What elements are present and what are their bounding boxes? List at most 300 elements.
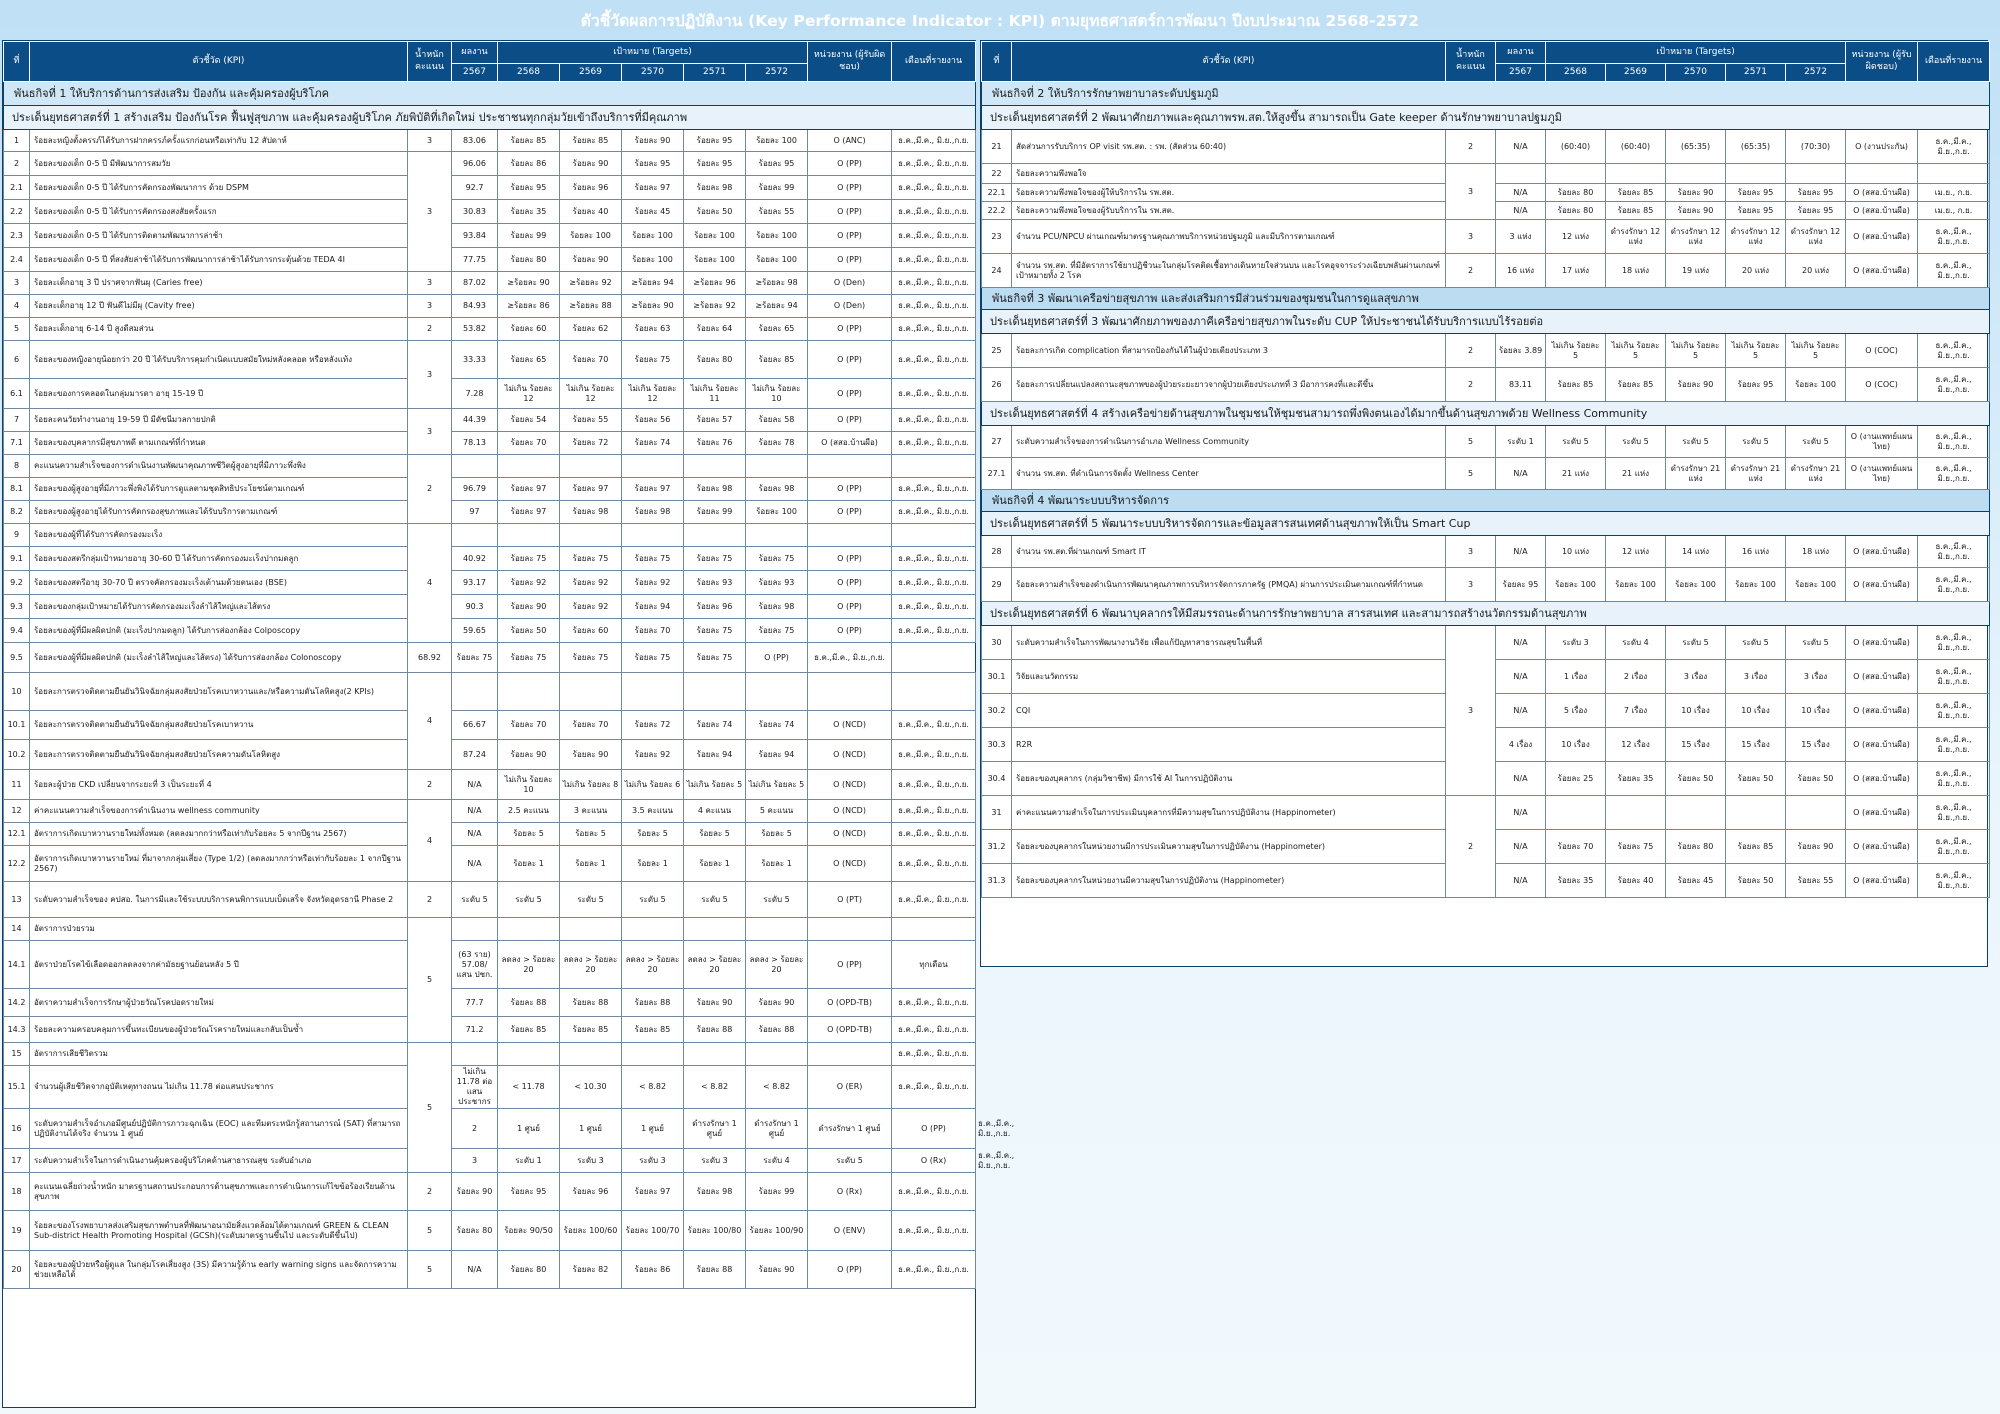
kpi-number: 30: [982, 626, 1012, 660]
kpi-target-2571: ร้อยละ 50: [684, 200, 746, 224]
kpi-name: ร้อยละของการคลอดในกลุ่มมารดา อายุ 15-19 ปี: [30, 379, 408, 409]
table-row: [4, 918, 976, 941]
kpi-name: ร้อยละการเกิด complication ที่สามารถป้องกันได้ในผู้ป่วยเตียงประเภท 3: [1012, 334, 1446, 368]
kpi-target-2569: ระดับ 3: [622, 1149, 684, 1173]
kpi-result-2567: 66.67: [452, 711, 498, 740]
kpi-target-2572: ร้อยละ 100: [1786, 568, 1846, 602]
header-year-2571: 2571: [684, 64, 746, 82]
kpi-target-2568: ร้อยละ 35: [498, 200, 560, 224]
page-title: ตัวชี้วัดผลการปฏิบัติงาน (Key Performance Indicator : KPI) ตามยุทธศาสตร์การพัฒนา ปีงบประมาณ 2568-2572: [580, 12, 1420, 30]
kpi-number: 8.1: [4, 478, 30, 501]
right-kpi-panel: [980, 40, 1988, 967]
table-row: [982, 458, 1990, 490]
kpi-target-2568: ร้อยละ 85: [498, 1017, 560, 1043]
kpi-weight: 2: [408, 318, 452, 341]
kpi-name: ร้อยละของผู้ป่วยหรือผู้ดูแล ในกลุ่มโรคเสี่ยงสูง (3S) มีความรู้ด้าน early warning signs และจัดการความช่วยเหลือได้: [30, 1251, 408, 1289]
kpi-target-2570: ร้อยละ 63: [622, 318, 684, 341]
kpi-target-2569: ร้อยละ 100/60: [560, 1211, 622, 1251]
kpi-target-2570: 14 แห่ง: [1666, 536, 1726, 568]
kpi-unit: O (สสอ.บ้านผือ): [808, 432, 892, 455]
kpi-target-2571: ร้อยละ 85: [1726, 830, 1786, 864]
kpi-report-month: ธ.ค.,มี.ค., มิ.ย.,ก.ย.: [892, 823, 976, 846]
kpi-target-2571: (65:35): [1726, 130, 1786, 164]
kpi-result-2567: 90.3: [452, 595, 498, 619]
kpi-name: ร้อยละของบุคลากร (กลุ่มวิชาชีพ) มีการใช้ AI ในการปฏิบัติงาน: [1012, 762, 1446, 796]
kpi-target-2568: ร้อยละ 35: [1546, 864, 1606, 898]
kpi-weight: 5: [1446, 426, 1496, 458]
kpi-number: 5: [4, 318, 30, 341]
kpi-target-2570: ลดลง > ร้อยละ 20: [622, 941, 684, 989]
kpi-result-2567: 44.39: [452, 409, 498, 432]
kpi-report-month: ธ.ค.,มี.ค., มิ.ย.,ก.ย.: [1918, 458, 1990, 490]
kpi-target-2572: ดำรงรักษา 12 แห่ง: [1786, 220, 1846, 254]
header-year-2572: 2572: [1786, 64, 1846, 82]
kpi-name: ร้อยละของผู้ที่ได้รับการคัดกรองมะเร็ง: [30, 524, 408, 547]
kpi-target-2568: ร้อยละ 88: [498, 989, 560, 1017]
kpi-target-2569: ไม่เกิน ร้อยละ 8: [560, 770, 622, 800]
kpi-target-2570: [1666, 164, 1726, 184]
kpi-unit: O (PP): [808, 941, 892, 989]
table-row: [4, 619, 976, 643]
kpi-report-month: [892, 673, 976, 711]
kpi-target-2569: < 10.30: [560, 1066, 622, 1109]
kpi-target-2568: 10 แห่ง: [1546, 536, 1606, 568]
kpi-number: 31: [982, 796, 1012, 830]
kpi-name: ร้อยละของผู้สูงอายุได้รับการคัดกรองสุขภาพและได้รับบริการตามเกณฑ์: [30, 501, 408, 524]
kpi-name: คะแนนเฉลี่ยถ่วงน้ำหนัก มาตรฐานสถานประกอบการด้านสุขภาพและการดำเนินการแก้ไขข้อร้องเรียนด้านสุขภาพ: [30, 1173, 408, 1211]
kpi-target-2571: ร้อยละ 57: [684, 409, 746, 432]
header-weight: น้ำหนัก คะแนน: [1446, 42, 1496, 82]
kpi-target-2569: [560, 1043, 622, 1066]
kpi-target-2572: ร้อยละ 100: [746, 224, 808, 248]
kpi-unit: O (PP): [808, 341, 892, 379]
kpi-target-2568: ร้อยละ 90: [498, 740, 560, 770]
kpi-name: จำนวนผู้เสียชีวิตจากอุบัติเหตุทางถนน ไม่เกิน 11.78 ต่อแสนประชากร: [30, 1066, 408, 1109]
kpi-report-month: ธ.ค.,มี.ค., มิ.ย.,ก.ย.: [892, 478, 976, 501]
kpi-unit: O (PP): [808, 409, 892, 432]
kpi-number: 14.3: [4, 1017, 30, 1043]
kpi-weight: 5: [1446, 458, 1496, 490]
header-year-2568: 2568: [498, 64, 560, 82]
kpi-target-2568: ร้อยละ 95: [498, 1173, 560, 1211]
kpi-target-2572: ระดับ 5: [746, 882, 808, 918]
kpi-unit: [808, 918, 892, 941]
kpi-target-2568: 17 แห่ง: [1546, 254, 1606, 288]
kpi-target-2572: (70:30): [1786, 130, 1846, 164]
kpi-report-month: ธ.ค.,มี.ค., มิ.ย.,ก.ย.: [892, 882, 976, 918]
kpi-result-2567: N/A: [1496, 536, 1546, 568]
kpi-name: ร้อยละการตรวจติดตามยืนยันวินิจฉัยกลุ่มสงสัยป่วยโรคเบาหวาน: [30, 711, 408, 740]
kpi-target-2568: ร้อยละ 80: [498, 1251, 560, 1289]
kpi-target-2568: 12 แห่ง: [1546, 220, 1606, 254]
kpi-number: 7: [4, 409, 30, 432]
kpi-unit: [808, 673, 892, 711]
kpi-target-2568: [1546, 796, 1606, 830]
kpi-unit: O (PP): [808, 318, 892, 341]
kpi-target-2571: ร้อยละ 88: [684, 1251, 746, 1289]
kpi-target-2571: ร้อยละ 75: [622, 643, 684, 673]
kpi-number: 9.5: [4, 643, 30, 673]
kpi-target-2569: ร้อยละ 92: [560, 595, 622, 619]
kpi-target-2571: ร้อยละ 100: [684, 248, 746, 272]
kpi-weight: 2: [452, 1109, 498, 1149]
kpi-target-2570: ร้อยละ 80: [1666, 830, 1726, 864]
kpi-target-2571: [684, 1043, 746, 1066]
kpi-report-month: ธ.ค.,มี.ค., มิ.ย.,ก.ย.: [892, 1017, 976, 1043]
kpi-result-2567: N/A: [1496, 202, 1546, 220]
kpi-target-2571: ระดับ 5: [1726, 426, 1786, 458]
kpi-number: 22.1: [982, 184, 1012, 202]
kpi-number: 10: [4, 673, 30, 711]
kpi-result-2567: N/A: [1496, 830, 1546, 864]
strategy-3-heading: ประเด็นยุทธศาสตร์ที่ 3 พัฒนาศักยภาพของภาคีเครือข่ายสุขภาพในระดับ CUP ให้ประชาชนได้รับบริการแบบไร้รอยต่อ: [982, 310, 1990, 334]
kpi-target-2568: [498, 455, 560, 478]
kpi-number: 10.1: [4, 711, 30, 740]
kpi-target-2572: [746, 455, 808, 478]
kpi-target-2572: ≥ร้อยละ 94: [746, 295, 808, 318]
kpi-target-2572: ร้อยละ 100/90: [746, 1211, 808, 1251]
kpi-target-2570: ร้อยละ 56: [622, 409, 684, 432]
kpi-target-2571: 16 แห่ง: [1726, 536, 1786, 568]
table-row: [4, 248, 976, 272]
header-month: เดือนที่รายงาน: [892, 42, 976, 82]
kpi-name: สัดส่วนการรับบริการ OP visit รพ.สต. : รพ. (สัดส่วน 60:40): [1012, 130, 1446, 164]
kpi-target-2569: ร้อยละ 92: [560, 571, 622, 595]
kpi-name: จำนวน PCU/NPCU ผ่านเกณฑ์มาตรฐานคุณภาพบริการหน่วยปฐมภูมิ และมีบริการตามเกณฑ์: [1012, 220, 1446, 254]
kpi-report-month: ธ.ค.,มี.ค., มิ.ย.,ก.ย.: [892, 130, 976, 152]
kpi-result-2567: N/A: [1496, 864, 1546, 898]
header-year-2569: 2569: [560, 64, 622, 82]
kpi-target-2570: ≥ร้อยละ 90: [622, 295, 684, 318]
kpi-report-month: ธ.ค.,มี.ค., มิ.ย.,ก.ย.: [892, 989, 976, 1017]
kpi-number: 9.1: [4, 547, 30, 571]
kpi-unit: O (สสอ.บ้านผือ): [1846, 568, 1918, 602]
mission-3-heading: พันธกิจที่ 3 พัฒนาเครือข่ายสุขภาพ และส่งเสริมการมีส่วนร่วมของชุมชนในการดูแลสุขภาพ: [982, 288, 1990, 310]
kpi-target-2570: ร้อยละ 85: [622, 1017, 684, 1043]
kpi-number: 25: [982, 334, 1012, 368]
kpi-target-2570: ร้อยละ 88: [622, 989, 684, 1017]
kpi-weight: 2: [408, 1173, 452, 1211]
kpi-result-2567: 93.84: [452, 224, 498, 248]
kpi-number: 29: [982, 568, 1012, 602]
kpi-unit: O (งานประกัน): [1846, 130, 1918, 164]
kpi-target-2569: ร้อยละ 40: [1606, 864, 1666, 898]
table-row: [4, 941, 976, 989]
kpi-target-2569: ร้อยละ 75: [560, 547, 622, 571]
kpi-report-month: ธ.ค.,มี.ค., มิ.ย.,ก.ย.: [1918, 762, 1990, 796]
kpi-report-month: [892, 524, 976, 547]
kpi-unit: O (PP): [892, 1109, 976, 1149]
kpi-name: ค่าคะแนนความสำเร็จในการประเมินบุคลากรที่มีความสุขในการปฏิบัติงาน (Happinometer): [1012, 796, 1446, 830]
kpi-target-2568: [1546, 164, 1606, 184]
kpi-name: ร้อยละของเด็ก 0-5 ปี ได้รับการคัดกรองพัฒนาการ ด้วย DSPM: [30, 176, 408, 200]
kpi-target-2572: ระดับ 5: [808, 1149, 892, 1173]
kpi-target-2571: ร้อยละ 96: [684, 595, 746, 619]
table-row: [982, 368, 1990, 402]
kpi-report-month: ธ.ค.,มี.ค., มิ.ย.,ก.ย.: [1918, 426, 1990, 458]
table-row: [4, 455, 976, 478]
kpi-target-2571: [1726, 164, 1786, 184]
kpi-weight: 3: [1446, 568, 1496, 602]
kpi-target-2571: ร้อยละ 74: [684, 711, 746, 740]
kpi-report-month: ธ.ค.,มี.ค., มิ.ย.,ก.ย.: [892, 409, 976, 432]
header-no: ที่: [4, 42, 30, 82]
kpi-target-2571: [684, 455, 746, 478]
kpi-number: 12.1: [4, 823, 30, 846]
kpi-unit: O (Rx): [808, 1173, 892, 1211]
kpi-result-2567: ระดับ 1: [1496, 426, 1546, 458]
kpi-target-2570: ร้อยละ 90: [1666, 184, 1726, 202]
kpi-report-month: ธ.ค.,มี.ค., มิ.ย.,ก.ย.: [1918, 130, 1990, 164]
kpi-name: ร้อยละผู้ป่วย CKD เปลี่ยนจากระยะที่ 3 เป็นระยะที่ 4: [30, 770, 408, 800]
kpi-unit: O (COC): [1846, 334, 1918, 368]
kpi-target-2568: ร้อยละ 5: [498, 823, 560, 846]
kpi-number: 11: [4, 770, 30, 800]
kpi-weight: 2: [1446, 368, 1496, 402]
kpi-weight: 3: [408, 152, 452, 272]
kpi-target-2571: ดำรงรักษา 1 ศูนย์: [746, 1109, 808, 1149]
kpi-target-2570: ร้อยละ 75: [622, 547, 684, 571]
kpi-target-2570: ร้อยละ 5: [622, 823, 684, 846]
kpi-name: ระดับความสำเร็จในการพัฒนางานวิจัย เพื่อแก้ปัญหาสาธารณสุขในพื้นที่: [1012, 626, 1446, 660]
kpi-result-2567: [452, 455, 498, 478]
table-row: [4, 152, 976, 176]
kpi-name: ร้อยละหญิงตั้งครรภ์ได้รับการฝากครรภ์ครั้งแรกก่อนหรือเท่ากับ 12 สัปดาห์: [30, 130, 408, 152]
table-row: [4, 409, 976, 432]
kpi-target-2568: [498, 1043, 560, 1066]
strategy-6-heading: ประเด็นยุทธศาสตร์ที่ 6 พัฒนาบุคลากรให้มีสมรรถนะด้านการรักษาพยาบาล สารสนเทศ และสามารถสร้างนวัตกรรมด้านสุขภาพ: [982, 602, 1990, 626]
kpi-name: ระดับความสำเร็จในการดำเนินงานคุ้มครองผู้บริโภคด้านสาธารณสุข ระดับอำเภอ: [30, 1149, 408, 1173]
kpi-target-2569: 1 ศูนย์: [622, 1109, 684, 1149]
kpi-name: ร้อยละความสำเร็จของดำเนินการพัฒนาคุณภาพการบริหารจัดการภาครัฐ (PMQA) ผ่านการประเมินตามเกณฑ์ที่กำหนด: [1012, 568, 1446, 602]
kpi-name: อัตราการป่วยรวม: [30, 918, 408, 941]
kpi-result-2567: ร้อยละ 3.89: [1496, 334, 1546, 368]
kpi-target-2569: ระดับ 5: [1606, 426, 1666, 458]
kpi-target-2572: ร้อยละ 65: [746, 318, 808, 341]
kpi-target-2572: ร้อยละ 100: [746, 130, 808, 152]
kpi-report-month: ธ.ค.,มี.ค., มิ.ย.,ก.ย.: [892, 770, 976, 800]
kpi-result-2567: [452, 524, 498, 547]
kpi-report-month: เม.ย., ก.ย.: [1918, 184, 1990, 202]
kpi-target-2569: ร้อยละ 82: [560, 1251, 622, 1289]
table-row: [4, 1043, 976, 1066]
kpi-target-2568: ระดับ 3: [560, 1149, 622, 1173]
table-row: [982, 536, 1990, 568]
kpi-number: 31.3: [982, 864, 1012, 898]
table-row: [4, 1066, 976, 1109]
kpi-target-2571: ร้อยละ 50: [1726, 762, 1786, 796]
kpi-unit: O (COC): [1846, 368, 1918, 402]
table-row: [4, 547, 976, 571]
kpi-report-month: ธ.ค.,มี.ค., มิ.ย.,ก.ย.: [1918, 220, 1990, 254]
kpi-target-2568: (60:40): [1546, 130, 1606, 164]
kpi-target-2568: ไม่เกิน ร้อยละ 5: [1546, 334, 1606, 368]
kpi-unit: O (Den): [808, 295, 892, 318]
kpi-target-2571: ไม่เกิน ร้อยละ 11: [684, 379, 746, 409]
kpi-name: ร้อยละการเปลี่ยนแปลงสถานะสุขภาพของผู้ป่วยระยะยาวจากผู้ป่วยเตียงประเภทที่ 3 มีอาการคงที่และดีขึ้น: [1012, 368, 1446, 402]
kpi-number: 9: [4, 524, 30, 547]
kpi-target-2568: ร้อยละ 80: [498, 248, 560, 272]
kpi-report-month: ธ.ค.,มี.ค., มิ.ย.,ก.ย.: [892, 432, 976, 455]
kpi-report-month: ธ.ค.,มี.ค., มิ.ย.,ก.ย.: [808, 643, 892, 673]
kpi-target-2570: ร้อยละ 1: [622, 846, 684, 882]
kpi-unit: [1846, 164, 1918, 184]
table-row: [4, 318, 976, 341]
kpi-target-2572: [746, 673, 808, 711]
header-month: เดือนที่รายงาน: [1918, 42, 1990, 82]
kpi-target-2571: ระดับ 5: [1726, 626, 1786, 660]
mission-2-heading: พันธกิจที่ 2 ให้บริการรักษาพยาบาลระดับปฐมภูมิ: [982, 82, 1990, 106]
kpi-name: ร้อยละของผู้ที่มีผลผิดปกติ (มะเร็งปากมดลูก) ได้รับการส่องกล้อง Colposcopy: [30, 619, 408, 643]
kpi-target-2572: ร้อยละ 93: [746, 571, 808, 595]
kpi-result-2567: N/A: [452, 800, 498, 823]
kpi-target-2570: ร้อยละ 95: [622, 152, 684, 176]
kpi-target-2570: ร้อยละ 75: [560, 643, 622, 673]
kpi-target-2568: ร้อยละ 75: [452, 643, 498, 673]
kpi-number: 8: [4, 455, 30, 478]
kpi-name: CQI: [1012, 694, 1446, 728]
kpi-target-2569: ร้อยละ 60: [560, 619, 622, 643]
kpi-unit: [808, 524, 892, 547]
table-row: [982, 220, 1990, 254]
kpi-report-month: ธ.ค.,มี.ค., มิ.ย.,ก.ย.: [1918, 368, 1990, 402]
kpi-target-2568: 21 แห่ง: [1546, 458, 1606, 490]
kpi-name: ร้อยละของผู้ที่มีผลผิดปกติ (มะเร็งลำไส้ใหญ่และไส้ตรง) ได้รับการส่องกล้อง Colonoscopy: [30, 643, 408, 673]
kpi-result-2567: 33.33: [452, 341, 498, 379]
kpi-report-month: เม.ย., ก.ย.: [1918, 202, 1990, 220]
kpi-target-2571: ลดลง > ร้อยละ 20: [684, 941, 746, 989]
kpi-weight: 4: [408, 673, 452, 770]
kpi-target-2568: ร้อยละ 70: [498, 711, 560, 740]
table-row: [4, 295, 976, 318]
kpi-target-2569: ดำรงรักษา 12 แห่ง: [1606, 220, 1666, 254]
kpi-target-2570: ดำรงรักษา 21 แห่ง: [1666, 458, 1726, 490]
kpi-name: วิจัยและนวัตกรรม: [1012, 660, 1446, 694]
kpi-target-2572: [746, 1043, 808, 1066]
kpi-target-2572: ไม่เกิน ร้อยละ 5: [1786, 334, 1846, 368]
kpi-weight: 3: [452, 1149, 498, 1173]
header-targets: เป้าหมาย (Targets): [498, 42, 808, 64]
kpi-unit: O (PP): [808, 478, 892, 501]
kpi-target-2569: ร้อยละ 98: [560, 501, 622, 524]
kpi-target-2569: ร้อยละ 40: [560, 200, 622, 224]
table-row: [4, 524, 976, 547]
kpi-result-2567: N/A: [452, 770, 498, 800]
kpi-weight: 3: [408, 409, 452, 455]
header-kpi: ตัวชี้วัด (KPI): [30, 42, 408, 82]
kpi-result-2567: [452, 673, 498, 711]
kpi-number: 7.1: [4, 432, 30, 455]
kpi-weight: 2: [1446, 334, 1496, 368]
kpi-report-month: ธ.ค.,มี.ค., มิ.ย.,ก.ย.: [892, 1211, 976, 1251]
kpi-unit: O (PP): [808, 595, 892, 619]
header-year-2570: 2570: [622, 64, 684, 82]
kpi-report-month: ธ.ค.,มี.ค., มิ.ย.,ก.ย.: [1918, 626, 1990, 660]
table-row: [4, 740, 976, 770]
kpi-report-month: ธ.ค.,มี.ค., มิ.ย.,ก.ย.: [1918, 864, 1990, 898]
table-row: [4, 989, 976, 1017]
kpi-target-2569: ไม่เกิน ร้อยละ 12: [560, 379, 622, 409]
table-row: [4, 432, 976, 455]
kpi-report-month: ธ.ค.,มี.ค., มิ.ย.,ก.ย.: [892, 379, 976, 409]
table-row: [982, 254, 1990, 288]
kpi-report-month: ธ.ค.,มี.ค., มิ.ย.,ก.ย.: [1918, 796, 1990, 830]
table-row: [4, 379, 976, 409]
kpi-target-2572: ร้อยละ 85: [746, 341, 808, 379]
kpi-target-2568: ร้อยละ 97: [498, 478, 560, 501]
kpi-name: ร้อยละของหญิงอายุน้อยกว่า 20 ปี ได้รับบริการคุมกำเนิดแบบสมัยใหม่หลังคลอด หรือหลังแท้ง: [30, 341, 408, 379]
kpi-target-2572: ระดับ 5: [1786, 426, 1846, 458]
kpi-target-2571: ระดับ 5: [684, 882, 746, 918]
table-row: [4, 1251, 976, 1289]
header-no: ที่: [982, 42, 1012, 82]
table-row: [4, 595, 976, 619]
kpi-name: ร้อยละของบุคลากรในหน่วยงานมีการประเมินความสุขในการปฏิบัติงาน (Happinometer): [1012, 830, 1446, 864]
kpi-result-2567: N/A: [452, 1251, 498, 1289]
kpi-target-2572: 20 แห่ง: [1786, 254, 1846, 288]
kpi-unit: O (สสอ.บ้านผือ): [1846, 694, 1918, 728]
kpi-result-2567: N/A: [452, 823, 498, 846]
kpi-unit: O (งานแพทย์แผนไทย): [1846, 426, 1918, 458]
table-row: [4, 711, 976, 740]
kpi-result-2567: N/A: [1496, 458, 1546, 490]
kpi-unit: O (NCD): [808, 846, 892, 882]
kpi-target-2571: ร้อยละ 100: [684, 224, 746, 248]
kpi-result-2567: 93.17: [452, 571, 498, 595]
kpi-unit: O (ENV): [808, 1211, 892, 1251]
header-year-2568: 2568: [1546, 64, 1606, 82]
table-row: [4, 501, 976, 524]
strategy-2-heading: ประเด็นยุทธศาสตร์ที่ 2 พัฒนาศักยภาพและคุณภาพรพ.สต.ให้สูงขึ้น สามารถเป็น Gate keeper ด้านรักษาพยาบาลปฐมภูมิ: [982, 106, 1990, 130]
kpi-result-2567: N/A: [1496, 626, 1546, 660]
kpi-target-2569: ร้อยละ 96: [560, 1173, 622, 1211]
kpi-target-2569: ร้อยละ 72: [560, 432, 622, 455]
kpi-target-2571: [684, 673, 746, 711]
kpi-unit: O (NCD): [808, 711, 892, 740]
kpi-target-2571: ร้อยละ 76: [684, 432, 746, 455]
kpi-result-2567: 77.7: [452, 989, 498, 1017]
kpi-target-2568: ร้อยละ 70: [498, 432, 560, 455]
kpi-target-2569: ร้อยละ 1: [560, 846, 622, 882]
kpi-result-2567: [1496, 164, 1546, 184]
kpi-target-2572: ร้อยละ 100: [746, 501, 808, 524]
kpi-target-2569: ร้อยละ 90: [560, 152, 622, 176]
kpi-weight: 5: [408, 918, 452, 1043]
kpi-target-2569: ร้อยละ 70: [560, 711, 622, 740]
kpi-result-2567: 3 แห่ง: [1496, 220, 1546, 254]
kpi-target-2570: < 8.82: [622, 1066, 684, 1109]
kpi-number: 2.4: [4, 248, 30, 272]
kpi-result-2567: 4 เรื่อง: [1496, 728, 1546, 762]
kpi-name: ร้อยละการตรวจติดตามยืนยันวินิจฉัยกลุ่มสงสัยป่วยโรคความดันโลหิตสูง: [30, 740, 408, 770]
kpi-target-2569: [1606, 164, 1666, 184]
kpi-number: 1: [4, 130, 30, 152]
kpi-number: 26: [982, 368, 1012, 402]
kpi-target-2569: ≥ร้อยละ 92: [560, 272, 622, 295]
kpi-target-2570: ไม่เกิน ร้อยละ 6: [622, 770, 684, 800]
kpi-name: ร้อยละของเด็ก 0-5 ปี มีพัฒนาการสมวัย: [30, 152, 408, 176]
kpi-weight: 5: [408, 1043, 452, 1173]
kpi-number: 17: [4, 1149, 30, 1173]
kpi-target-2572: 10 เรื่อง: [1786, 694, 1846, 728]
kpi-target-2568: 2.5 คะแนน: [498, 800, 560, 823]
kpi-report-month: ธ.ค.,มี.ค., มิ.ย.,ก.ย.: [892, 1173, 976, 1211]
kpi-target-2571: 20 แห่ง: [1726, 254, 1786, 288]
kpi-target-2569: ร้อยละ 35: [1606, 762, 1666, 796]
kpi-target-2568: ร้อยละ 60: [498, 318, 560, 341]
kpi-unit: [808, 1043, 892, 1066]
kpi-target-2572: ร้อยละ 90: [1786, 830, 1846, 864]
